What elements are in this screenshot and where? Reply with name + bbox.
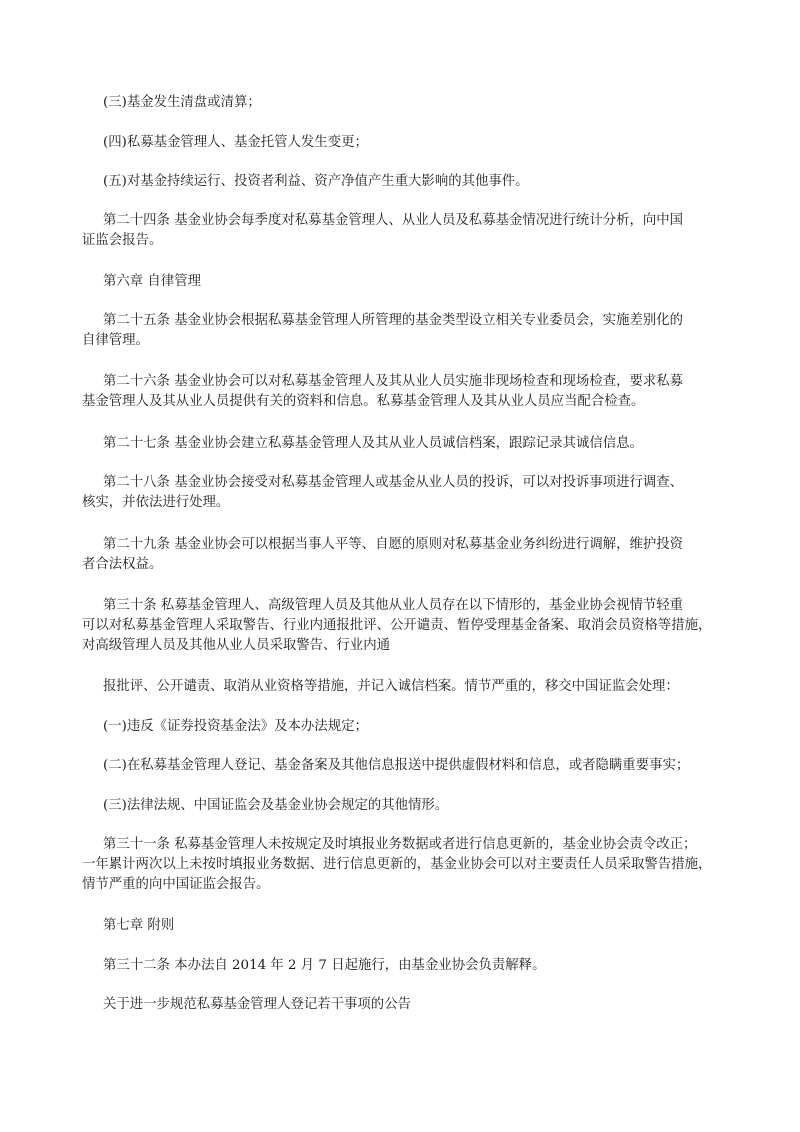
paragraph-line: (五)对基金持续运行、投资者利益、资产净值产生重大影响的其他事件。: [103, 174, 529, 189]
paragraph: [0, 677, 800, 697]
paragraph-line: 第七章 附则: [103, 918, 175, 933]
paragraph-line: 关于进一步规范私募基金管理人登记若干事项的公告: [103, 997, 411, 1012]
paragraph-line: (三)基金发生清盘或清算；: [103, 95, 261, 110]
paragraph-line: 第二十五条 基金业协会根据私募基金管理人所管理的基金类型设立相关专业委员会，实施差别化的: [103, 313, 684, 328]
paragraph: [0, 372, 800, 412]
paragraph: [0, 311, 800, 351]
paragraph-line: 基金管理人及其从业人员提供有关的资料和信息。私募基金管理人及其从业人员应当配合检查。: [82, 394, 645, 409]
paragraph: [0, 133, 800, 153]
paragraph-line: 第六章 自律管理: [103, 274, 201, 289]
paragraph: [0, 756, 800, 776]
paragraph-line: (四)私募基金管理人、基金托管人发生变更；: [103, 135, 368, 150]
paragraph-line: 自律管理。: [82, 333, 149, 348]
paragraph-line: 者合法权益。: [82, 557, 163, 572]
paragraph: [0, 995, 800, 1015]
paragraph-line: 可以对私募基金管理人采取警告、行业内通报批评、公开谴责、暂停受理基金备案、取消会员资格等措施，: [82, 618, 712, 633]
paragraph-line: 第二十四条 基金业协会每季度对私募基金管理人、从业人员及私募基金情况进行统计分析，向中国: [103, 213, 684, 228]
paragraph: [0, 172, 800, 192]
paragraph-line: 证监会报告。: [82, 233, 163, 248]
paragraph: [0, 717, 800, 737]
paragraph-line: 核实，并依法进行处理。: [82, 495, 230, 510]
paragraph-line: 情节严重的向中国证监会报告。: [82, 877, 270, 892]
paragraph: [0, 916, 800, 936]
paragraph-line: 第二十六条 基金业协会可以对私募基金管理人及其从业人员实施非现场检查和现场检查，要求私募: [103, 374, 684, 389]
paragraph: [0, 93, 800, 113]
paragraph-line: 第三十条 私募基金管理人、高级管理人员及其他从业人员存在以下情形的，基金业协会视情节轻重: [103, 598, 684, 613]
paragraph-line: 第二十九条 基金业协会可以根据当事人平等、自愿的原则对私募基金业务纠纷进行调解，维护投资: [103, 537, 684, 552]
paragraph: [0, 473, 800, 513]
paragraph-line: 报批评、公开谴责、取消从业资格等措施，并记入诚信档案。情节严重的，移交中国证监会处理：: [103, 679, 679, 694]
paragraph-line: (三)法律法规、中国证监会及基金业协会规定的其他情形。: [103, 798, 449, 813]
paragraph: [0, 272, 800, 292]
paragraph-line: 一年累计两次以上未按时填报业务数据、进行信息更新的，基金业协会可以对主要责任人员采取警告措施，: [82, 857, 712, 872]
paragraph: [0, 956, 800, 976]
paragraph: [0, 535, 800, 575]
paragraph: [0, 596, 800, 656]
paragraph: [0, 835, 800, 895]
paragraph: [0, 211, 800, 251]
paragraph: [0, 434, 800, 454]
paragraph-line: (二)在私募基金管理人登记、基金备案及其他信息报送中提供虚假材料和信息，或者隐瞒重要事实；: [103, 758, 690, 773]
paragraph-line: 第三十二条 本办法自 2014 年 2 月 7 日起施行，由基金业协会负责解释。: [103, 958, 546, 973]
paragraph-line: 第二十八条 基金业协会接受对私募基金管理人或基金从业人员的投诉，可以对投诉事项进行调查、: [103, 475, 684, 490]
paragraph-line: 对高级管理人员及其他从业人员采取警告、行业内通: [82, 638, 390, 653]
paragraph-line: 第二十七条 基金业协会建立私募基金管理人及其从业人员诚信档案，跟踪记录其诚信信息。: [103, 436, 643, 451]
paragraph: [0, 796, 800, 816]
paragraph-line: (一)违反《证券投资基金法》及本办法规定；: [103, 719, 368, 734]
paragraph-line: 第三十一条 私募基金管理人未按规定及时填报业务数据或者进行信息更新的，基金业协会责令改正；: [103, 837, 697, 852]
